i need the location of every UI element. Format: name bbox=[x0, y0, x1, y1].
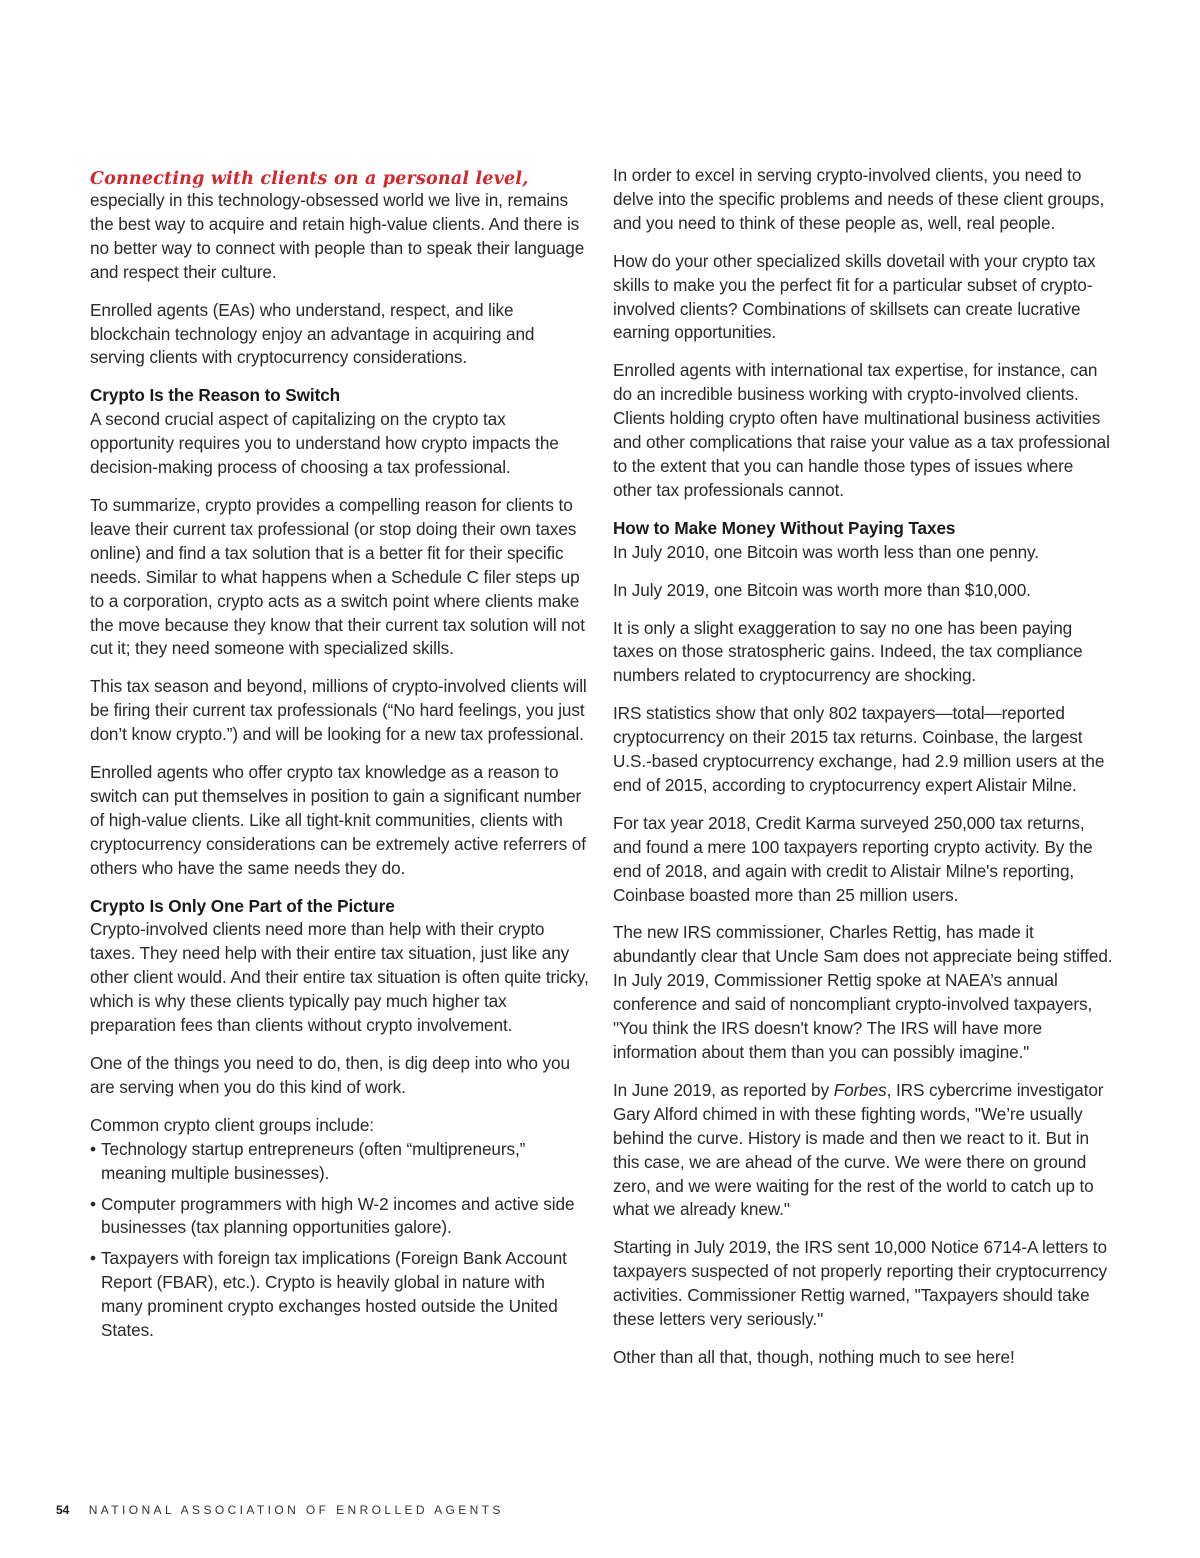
lead-heading: Connecting with clients on a personal level, bbox=[90, 169, 529, 189]
bullet-icon: • bbox=[90, 1138, 96, 1159]
paragraph-exaggeration: It is only a slight exaggeration to say no one has been paying taxes on those stratospheric gains. Indeed, the tax compliance numbers related to cryptocurrency are shocking. bbox=[613, 617, 1083, 686]
paragraph-excel: In order to excel in serving crypto-involved clients, you need to delve into the specific problems and needs of these client groups, and you need to think of these people as, well, real people. bbox=[613, 165, 1105, 233]
lead-text: especially in this technology-obsessed world we live in, remains the best way to acquire and retain high-value clients. And there is no better way to connect with people than to speak their language and respect their culture. bbox=[90, 190, 585, 282]
paragraph-forbes bbox=[613, 1079, 1113, 1222]
client-groups-list bbox=[90, 1138, 590, 1343]
section-reason-to-switch bbox=[90, 384, 590, 480]
paragraph-international: Enrolled agents with international tax expertise, for instance, can do an incredible business working with crypto-involved clients. Clients holding crypto often have multinational business activities and other complications that raise your value as a tax professional to the extent that you can handle those types of issues where other tax professionals cannot. bbox=[613, 360, 1110, 500]
paragraph-text: In July 2010, one Bitcoin was worth less than one penny. bbox=[613, 541, 1039, 562]
paragraph-dig-deep: One of the things you need to do, then, is dig deep into who you are serving when you do this kind of work. bbox=[90, 1053, 570, 1097]
paragraph-dovetail: How do your other specialized skills dovetail with your crypto tax skills to make you the perfect fit for a particular subset of crypto-involved clients? Combinations of skillsets can create lucrative earning opportunities. bbox=[613, 250, 1096, 343]
publication-name: Forbes bbox=[833, 1079, 887, 1100]
paragraph-text: In June 2019, as reported by bbox=[613, 1079, 834, 1100]
left-column bbox=[90, 164, 590, 1350]
list-item-text: Computer programmers with high W-2 incomes and active side businesses (tax planning opportunities galore). bbox=[101, 1193, 575, 1238]
paragraph-summarize: To summarize, crypto provides a compelling reason for clients to leave their current tax professional (or stop doing their own taxes online) and find a tax solution that is a better fit for their specific needs. Similar to what happens when a Schedule C filer steps up to a corporation, crypto acts as a switch point where clients make the move because they know that their current tax solution will not cut it; they need someone with specialized skills. bbox=[90, 494, 585, 659]
bullet-icon: • bbox=[90, 1193, 96, 1214]
list-item bbox=[90, 1247, 590, 1343]
paragraph-closing: Other than all that, though, nothing much to see here! bbox=[613, 1346, 1015, 1367]
paragraph-crypto-knowledge: Enrolled agents who offer crypto tax knowledge as a reason to switch can put themselves in position to gain a significant number of high-value clients. Like all tight-knit communities, clients with cryptocurrency considerations can be extremely active referrers of others who have the same needs they do. bbox=[90, 762, 586, 878]
paragraph-irs-statistics: IRS statistics show that only 802 taxpayers—total—reported cryptocurrency on their 2015 tax returns. Coinbase, the largest U.S.-based cryptocurrency exchange, had 2.9 million users at the end of 2015, according to cryptocurrency expert Alistair Milne. bbox=[613, 703, 1105, 795]
right-column bbox=[613, 164, 1113, 1384]
paragraph-commissioner: The new IRS commissioner, Charles Rettig, has made it abundantly clear that Uncle Sam does not appreciate being stiffed. In July 2019, Commissioner Rettig spoke at NAEA’s annual conference and said of noncompliant crypto-involved taxpayers, "You think the IRS doesn't know? The IRS will have more information about them than you can possibly imagine." bbox=[613, 922, 1113, 1062]
list-item bbox=[90, 1193, 590, 1241]
paragraph-notice-letters: Starting in July 2019, the IRS sent 10,000 Notice 6714-A letters to taxpayers suspected of not properly reporting their cryptocurrency activities. Commissioner Rettig warned, "Taxpayers should take these letters very seriously." bbox=[613, 1237, 1107, 1330]
list-item-text: Taxpayers with foreign tax implications (Foreign Bank Account Report (FBAR), etc.). Crypto is heavily global in nature with many prominent crypto exchanges hosted outside the United States. bbox=[101, 1248, 567, 1341]
bullet-icon: • bbox=[90, 1248, 96, 1269]
list-intro: Common crypto client groups include: bbox=[90, 1114, 374, 1135]
section-one-part-of-picture bbox=[90, 895, 590, 1038]
paragraph-credit-karma: For tax year 2018, Credit Karma surveyed 250,000 tax returns, and found a mere 100 taxpayers reporting crypto activity. By the end of 2018, and again with credit to Alistair Milne's reporting, Coinbase boasted more than 25 million users. bbox=[613, 812, 1093, 905]
paragraph-enrolled-agents: Enrolled agents (EAs) who understand, respect, and like blockchain technology enjoy an advantage in acquiring and serving clients with cryptocurrency considerations. bbox=[90, 299, 535, 368]
section-make-money bbox=[613, 517, 1113, 565]
publication-name: NATIONAL ASSOCIATION OF ENROLLED AGENTS bbox=[88, 1503, 504, 1517]
lead-paragraph bbox=[90, 164, 590, 285]
section-heading: Crypto Is the Reason to Switch bbox=[90, 385, 341, 406]
paragraph-tax-season: This tax season and beyond, millions of crypto-involved clients will be firing their current tax professionals (“No hard feelings, you just don’t know crypto.”) and will be looking for a new tax professional. bbox=[90, 676, 587, 745]
page-number: 54 bbox=[56, 1503, 70, 1517]
paragraph-bitcoin-2019: In July 2019, one Bitcoin was worth more than $10,000. bbox=[613, 579, 1031, 600]
section-heading: How to Make Money Without Paying Taxes bbox=[613, 517, 956, 538]
paragraph-text: A second crucial aspect of capitalizing on the crypto tax opportunity requires you to understand how crypto impacts the decision-making process of choosing a tax professional. bbox=[90, 409, 559, 478]
paragraph-text: Crypto-involved clients need more than help with their crypto taxes. They need help with their entire tax situation, just like any other client would. And their entire tax situation is often quite tricky, which is why these clients typically pay much higher tax preparation fees than clients without crypto involvement. bbox=[90, 919, 589, 1036]
list-item-text: Technology startup entrepreneurs (often “multipreneurs,” meaning multiple businesses). bbox=[101, 1138, 526, 1183]
list-item bbox=[90, 1138, 590, 1186]
page-footer bbox=[56, 1502, 504, 1518]
paragraph-text: , IRS cybercrime investigator Gary Alford chimed in with these fighting words, "We’re usually behind the curve. History is made and then we react to it. But in this case, we are ahead of the curve. We were there on ground zero, and we were waiting for the rest of the world to catch up to what we already knew." bbox=[613, 1079, 1104, 1220]
section-heading: Crypto Is Only One Part of the Picture bbox=[90, 895, 395, 916]
